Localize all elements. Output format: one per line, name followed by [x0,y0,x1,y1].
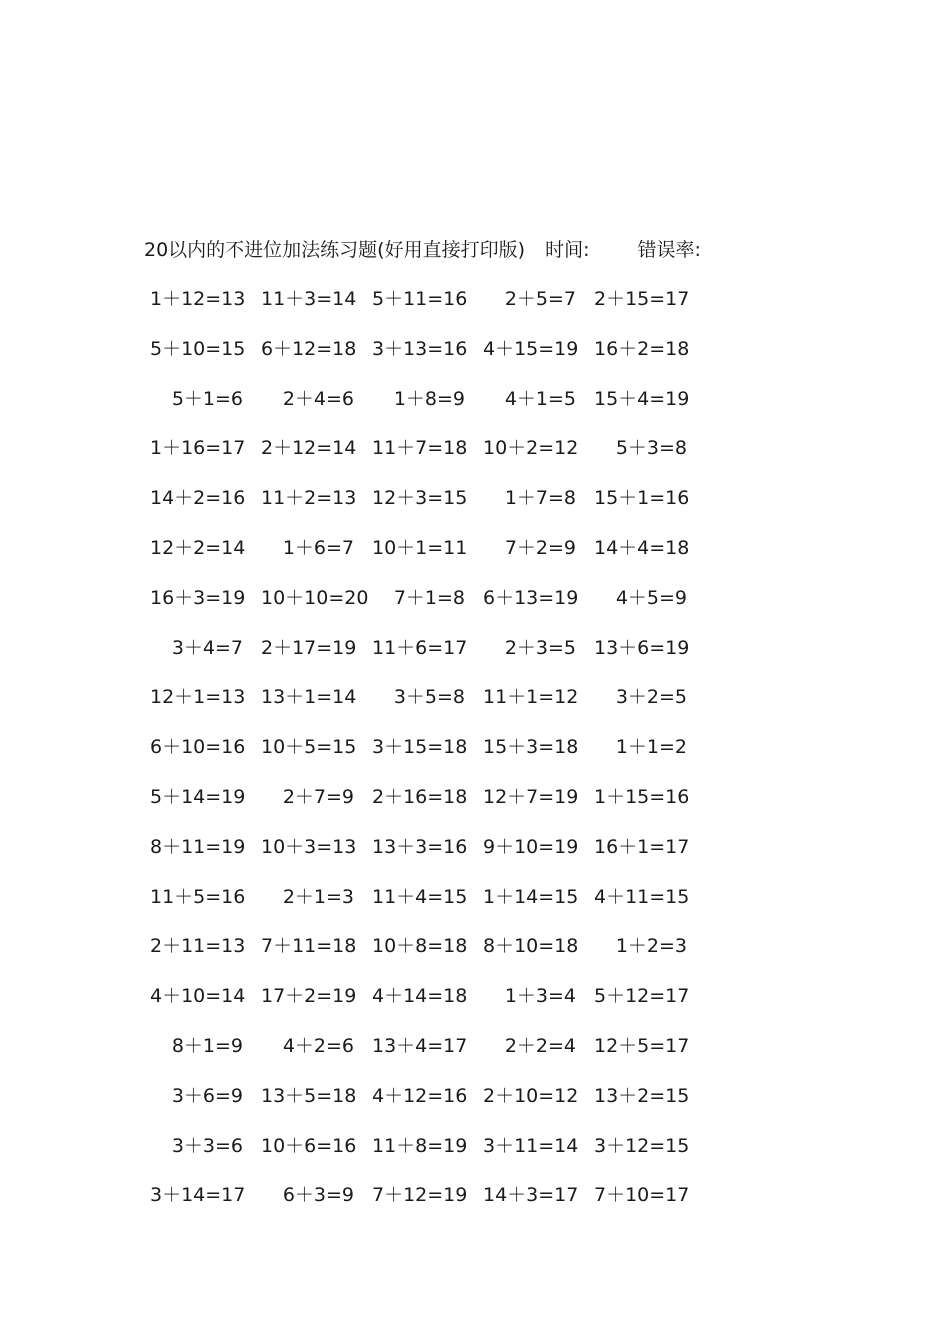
error-rate-label: 错误率: [637,239,701,261]
problem-item: 4＋10=14 [150,985,246,1008]
problem-item: 8＋1=9 [171,1034,243,1057]
problem-item: 13＋6=19 [594,636,690,659]
problem-item: 7＋12=19 [372,1184,468,1207]
problem-item: 10＋1=11 [372,536,468,559]
problem-item: 11＋6=17 [372,636,468,659]
problem-item: 3＋6=9 [171,1084,243,1107]
problem-item: 1＋12=13 [150,288,246,310]
problem-item: 2＋15=17 [594,288,690,310]
problem-item: 2＋7=9 [282,785,354,808]
problem-item: 2＋12=14 [261,437,357,460]
problem-item: 1＋14=15 [483,885,579,908]
problem-item: 3＋15=18 [372,736,468,759]
problem-item: 1＋3=4 [504,985,576,1008]
problem-item: 2＋16=18 [372,785,468,808]
problem-item: 6＋3=9 [282,1184,354,1207]
title-line [144,236,701,264]
problem-item: 11＋5=16 [150,885,246,908]
problem-item: 10＋5=15 [261,736,357,759]
problem-item: 7＋10=17 [594,1184,690,1207]
problem-item: 10＋3=13 [261,835,357,858]
problem-item: 9＋10=19 [483,835,579,858]
problem-item: 1＋6=7 [282,536,354,559]
problem-item: 5＋3=8 [615,437,687,460]
problem-item: 10＋8=18 [372,935,468,958]
problem-item: 2＋17=19 [261,636,357,659]
problem-item: 1＋1=2 [615,736,687,759]
problem-item: 2＋1=3 [282,885,354,908]
problem-item: 13＋1=14 [261,686,357,709]
problem-item: 13＋4=17 [372,1034,468,1057]
problem-item: 6＋12=18 [261,337,357,360]
problem-item: 8＋10=18 [483,935,579,958]
problem-item: 16＋2=18 [594,337,690,360]
problem-item: 4＋15=19 [483,337,579,360]
problem-item: 12＋7=19 [483,785,579,808]
problem-item: 13＋3=16 [372,835,468,858]
problem-item: 11＋4=15 [372,885,468,908]
problem-item: 12＋2=14 [150,536,246,559]
problem-item: 7＋11=18 [261,935,357,958]
problem-item: 10＋6=16 [261,1134,357,1157]
problem-item: 15＋1=16 [594,487,690,510]
worksheet-title: 20以内的不进位加法练习题(好用直接打印版) [144,239,526,261]
problem-item: 2＋5=7 [504,288,576,310]
problem-item: 7＋2=9 [504,536,576,559]
problem-item: 3＋13=16 [372,337,468,360]
problem-item: 2＋4=6 [282,387,354,410]
time-label: 时间: [545,239,590,261]
problem-item: 3＋12=15 [594,1134,690,1157]
problem-item: 16＋1=17 [594,835,690,858]
problem-item: 3＋11=14 [483,1134,579,1157]
problem-item: 11＋7=18 [372,437,468,460]
problem-item: 5＋12=17 [594,985,690,1008]
problem-item: 6＋10=16 [150,736,246,759]
problem-item: 11＋1=12 [483,686,579,709]
problem-item: 5＋14=19 [150,785,246,808]
problem-item: 2＋3=5 [504,636,576,659]
problem-item: 15＋4=19 [594,387,690,410]
problem-item: 2＋11=13 [150,935,246,958]
problem-item: 14＋2=16 [150,487,246,510]
problem-item: 6＋13=19 [483,586,579,609]
problem-item: 1＋8=9 [393,387,465,410]
problem-item: 15＋3=18 [483,736,579,759]
problem-item: 3＋3=6 [171,1134,243,1157]
problem-item: 5＋1=6 [171,387,243,410]
problem-item: 2＋2=4 [504,1034,576,1057]
problem-item: 3＋4=7 [171,636,243,659]
problem-item: 1＋2=3 [615,935,687,958]
problem-item: 1＋16=17 [150,437,246,460]
problem-item: 17＋2=19 [261,985,357,1008]
problem-item: 13＋2=15 [594,1084,690,1107]
problem-item: 4＋12=16 [372,1084,468,1107]
problem-item: 12＋1=13 [150,686,246,709]
problem-item: 1＋7=8 [504,487,576,510]
problem-item: 2＋10=12 [483,1084,579,1107]
problem-item: 4＋5=9 [615,586,687,609]
problem-item: 5＋10=15 [150,337,246,360]
problem-item: 5＋11=16 [372,288,468,310]
problem-item: 4＋14=18 [372,985,468,1008]
problem-item: 11＋3=14 [261,288,357,310]
problem-item: 11＋2=13 [261,487,357,510]
problem-item: 12＋5=17 [594,1034,690,1057]
problem-item: 12＋3=15 [372,487,468,510]
problem-item: 3＋14=17 [150,1184,246,1207]
problem-item: 4＋1=5 [504,387,576,410]
problem-item: 10＋10=20 [261,586,369,609]
problem-item: 14＋3=17 [483,1184,579,1207]
problem-item: 3＋5=8 [393,686,465,709]
problem-item: 14＋4=18 [594,536,690,559]
problem-item: 8＋11=19 [150,835,246,858]
problem-item: 3＋2=5 [615,686,687,709]
problem-item: 13＋5=18 [261,1084,357,1107]
problem-item: 11＋8=19 [372,1134,468,1157]
problem-item: 4＋2=6 [282,1034,354,1057]
problem-item: 4＋11=15 [594,885,690,908]
problem-item: 1＋15=16 [594,785,690,808]
problem-item: 16＋3=19 [150,586,246,609]
problem-item: 7＋1=8 [393,586,465,609]
problem-item: 10＋2=12 [483,437,579,460]
